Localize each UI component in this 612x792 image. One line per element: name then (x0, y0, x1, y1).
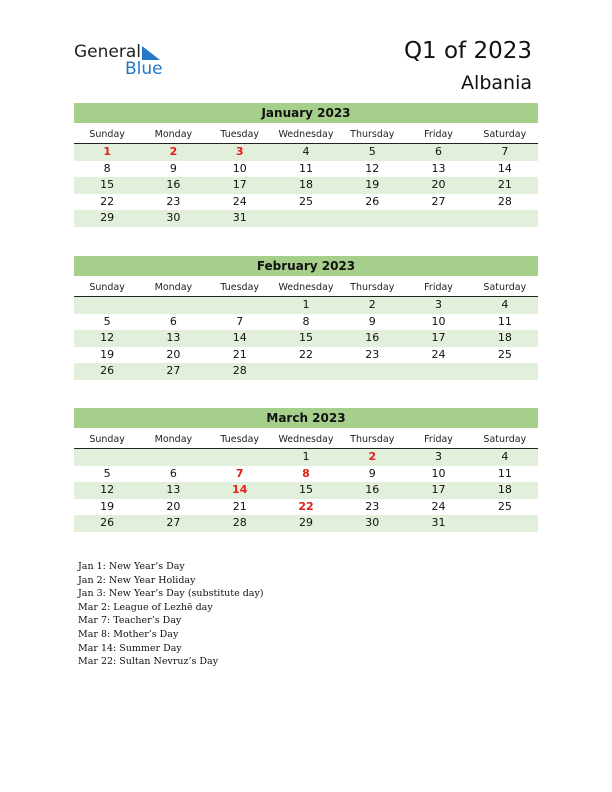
day-cell (472, 363, 538, 380)
day-cell: 26 (100, 364, 115, 377)
day-cell (339, 210, 405, 227)
weekday-label: Saturday (483, 129, 527, 140)
day-cell: 28 (232, 364, 247, 377)
week-row (74, 515, 538, 532)
holiday-item: Mar 8: Mother’s Day (78, 628, 179, 640)
weekday-label: Wednesday (278, 434, 334, 445)
weekday-label: Monday (154, 434, 193, 445)
day-cell: 18 (298, 178, 313, 191)
day-cell: 2 (368, 298, 376, 311)
day-cell: 7 (236, 314, 244, 328)
day-cell: 25 (497, 499, 512, 513)
day-cell: 15 (298, 483, 313, 496)
weekday-label: Monday (154, 129, 193, 140)
day-cell: 8 (302, 314, 310, 328)
day-cell: 13 (431, 161, 446, 175)
day-cell: 17 (232, 178, 247, 191)
day-cell: 21 (497, 178, 512, 191)
weekday-label: Wednesday (278, 129, 334, 140)
day-cell: 25 (497, 347, 512, 361)
day-cell: 6 (169, 466, 177, 480)
week-row (74, 363, 538, 380)
day-cell: 19 (100, 499, 115, 513)
weekday-label: Friday (424, 282, 453, 293)
day-cell (339, 363, 405, 380)
day-cell (273, 210, 339, 227)
day-cell: 17 (431, 483, 446, 496)
day-cell: 13 (166, 483, 181, 496)
day-cell (405, 210, 471, 227)
week-row (74, 347, 538, 364)
day-cell: 14 (232, 331, 247, 344)
day-cell: 30 (166, 211, 181, 224)
day-cell: 27 (431, 194, 446, 208)
weekday-label: Tuesday (220, 282, 260, 293)
day-cell: 20 (166, 499, 181, 513)
day-cell (74, 449, 140, 466)
week-row (74, 449, 538, 466)
holiday-day-cell: 22 (298, 499, 314, 513)
day-cell: 5 (103, 314, 111, 328)
country-name: Albania (461, 72, 532, 94)
day-cell: 15 (100, 178, 115, 191)
day-cell: 11 (497, 314, 512, 328)
month-calendar (74, 408, 538, 532)
holiday-list (78, 560, 264, 669)
day-cell (273, 363, 339, 380)
weekday-label: Sunday (89, 129, 125, 140)
day-cell (207, 297, 273, 314)
holiday-item: Mar 7: Teacher’s Day (78, 615, 182, 627)
day-cell: 31 (431, 516, 446, 529)
day-cell: 4 (501, 450, 509, 463)
weekday-label: Friday (424, 434, 453, 445)
logo-general-text: General (74, 42, 141, 62)
holiday-day-cell: 7 (235, 466, 244, 480)
month-title: January 2023 (74, 103, 538, 123)
weekday-label: Sunday (89, 434, 125, 445)
holiday-item: Jan 1: New Year’s Day (78, 561, 185, 572)
weekday-header-row (74, 280, 538, 297)
weekday-header-row (74, 127, 538, 144)
day-cell: 22 (298, 347, 313, 361)
holiday-day-cell: 3 (235, 145, 244, 158)
week-row (74, 177, 538, 194)
holiday-day-cell: 2 (368, 450, 377, 463)
day-cell: 4 (501, 298, 509, 311)
day-cell: 7 (501, 145, 509, 158)
logo-blue-text: Blue (125, 59, 163, 79)
day-cell: 9 (368, 466, 376, 480)
week-row (74, 466, 538, 483)
day-cell (472, 515, 538, 532)
week-row (74, 210, 538, 227)
day-cell: 6 (435, 145, 443, 158)
day-cell: 3 (435, 298, 443, 311)
day-cell (140, 449, 206, 466)
day-cell: 26 (365, 194, 380, 208)
day-cell: 24 (431, 347, 446, 361)
day-cell: 20 (431, 178, 446, 191)
day-cell: 4 (302, 145, 310, 158)
day-cell: 20 (166, 347, 181, 361)
day-cell: 22 (100, 194, 115, 208)
holiday-item: Jan 3: New Year’s Day (substitute day) (78, 588, 264, 600)
weekday-label: Tuesday (220, 434, 260, 445)
month-title: March 2023 (74, 408, 538, 428)
day-cell: 27 (166, 516, 181, 529)
week-row (74, 482, 538, 499)
day-cell: 23 (166, 194, 181, 208)
week-row (74, 499, 538, 516)
day-cell (140, 297, 206, 314)
week-row (74, 161, 538, 178)
day-cell: 1 (302, 298, 310, 311)
day-cell: 23 (365, 347, 380, 361)
day-cell: 10 (431, 314, 446, 328)
day-cell: 10 (431, 466, 446, 480)
day-cell: 29 (100, 211, 115, 224)
weekday-label: Thursday (350, 282, 395, 293)
holiday-day-cell: 1 (103, 145, 111, 158)
day-cell: 12 (365, 161, 380, 175)
holiday-day-cell: 8 (302, 466, 310, 480)
day-cell: 16 (166, 178, 181, 191)
week-row (74, 297, 538, 314)
day-cell: 25 (298, 194, 313, 208)
day-cell: 1 (302, 450, 310, 463)
day-cell: 28 (497, 194, 512, 208)
day-cell: 10 (232, 161, 247, 175)
holiday-item: Jan 2: New Year Holiday (78, 574, 196, 586)
day-cell: 29 (298, 516, 313, 529)
weekday-label: Wednesday (278, 282, 334, 293)
day-cell: 14 (497, 161, 512, 175)
day-cell: 9 (368, 314, 376, 328)
page-title: Q1 of 2023 (403, 38, 532, 64)
weekday-label: Friday (424, 129, 453, 140)
day-cell: 17 (431, 331, 446, 344)
weekday-label: Saturday (483, 434, 527, 445)
day-cell (405, 363, 471, 380)
day-cell: 12 (100, 331, 115, 344)
day-cell: 9 (169, 161, 177, 175)
holiday-item: Mar 2: League of Lezhë day (78, 601, 213, 613)
day-cell: 12 (100, 483, 115, 496)
day-cell: 21 (232, 347, 247, 361)
day-cell (207, 449, 273, 466)
day-cell: 11 (298, 161, 313, 175)
day-cell: 18 (497, 483, 512, 496)
holiday-item: Mar 14: Summer Day (78, 642, 182, 654)
day-cell (74, 297, 140, 314)
weekday-label: Thursday (350, 129, 395, 140)
holiday-day-cell: 2 (169, 145, 178, 158)
weekday-header-row (74, 432, 538, 449)
day-cell: 15 (298, 331, 313, 344)
day-cell: 23 (365, 499, 380, 513)
day-cell: 16 (365, 331, 380, 344)
holiday-day-cell: 14 (232, 483, 248, 496)
weekday-label: Tuesday (220, 129, 260, 140)
month-title: February 2023 (74, 256, 538, 276)
month-calendar (74, 103, 538, 227)
day-cell: 24 (232, 194, 247, 208)
day-cell: 13 (166, 331, 181, 344)
day-cell: 28 (232, 516, 247, 529)
day-cell: 27 (166, 364, 181, 377)
day-cell: 3 (435, 450, 443, 463)
day-cell: 26 (100, 516, 115, 529)
day-cell: 11 (497, 466, 512, 480)
day-cell: 18 (497, 331, 512, 344)
weekday-label: Monday (154, 282, 193, 293)
day-cell: 19 (365, 178, 380, 191)
day-cell: 16 (365, 483, 380, 496)
month-calendar (74, 256, 538, 380)
day-cell: 21 (232, 499, 247, 513)
holiday-item: Mar 22: Sultan Nevruz’s Day (78, 656, 219, 668)
day-cell: 31 (232, 211, 247, 224)
day-cell: 6 (169, 314, 177, 328)
day-cell: 30 (365, 516, 380, 529)
weekday-label: Thursday (350, 434, 395, 445)
week-row (74, 144, 538, 161)
weekday-label: Sunday (89, 282, 125, 293)
day-cell (472, 210, 538, 227)
day-cell: 19 (100, 347, 115, 361)
day-cell: 24 (431, 499, 446, 513)
week-row (74, 194, 538, 211)
weekday-label: Saturday (483, 282, 527, 293)
day-cell: 5 (368, 145, 376, 158)
week-row (74, 330, 538, 347)
week-row (74, 314, 538, 331)
day-cell: 5 (103, 466, 111, 480)
day-cell: 8 (103, 161, 111, 175)
